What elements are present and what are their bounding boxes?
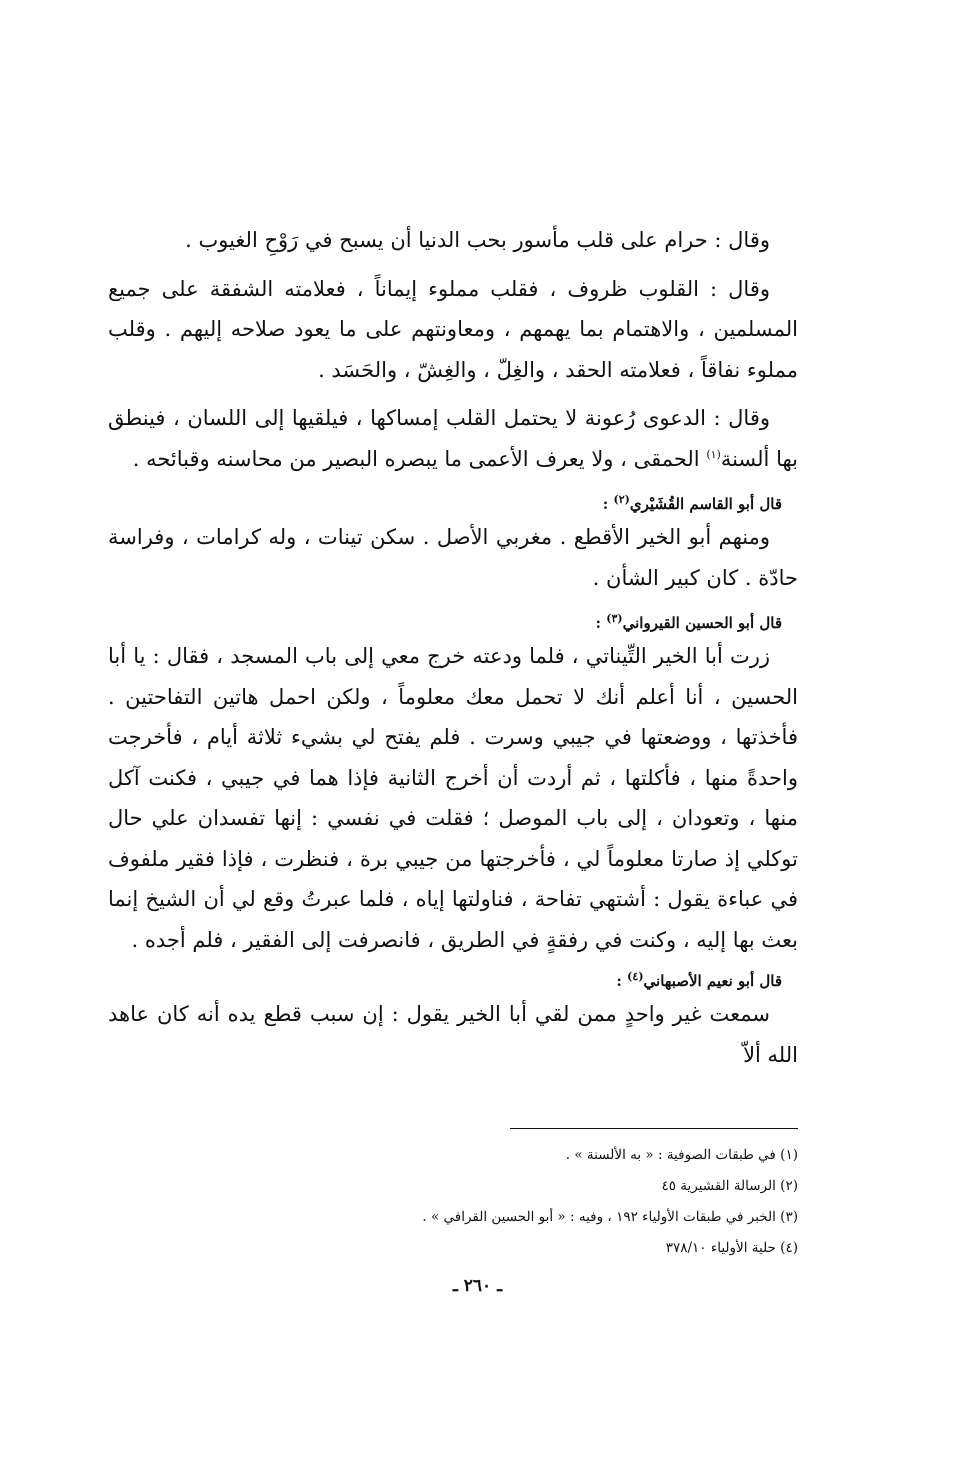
heading-qayrawani-label: قال أبو الحسين القيرواني	[622, 614, 782, 632]
footnote-3: (٣) الخبر في طبقات الأولياء ١٩٢ ، وفيه : « أبو الحسين القرافي » .	[422, 1209, 798, 1225]
heading-qushayri-label: قال أبو القاسم القُشَيْري	[629, 495, 782, 513]
footnote-1: (١) في طبقات الصوفية : « به الألسنة » .	[565, 1147, 798, 1163]
heading-asbahani-label: قال أبو نعيم الأصبهاني	[643, 972, 782, 990]
heading-qushayri-colon: :	[602, 495, 614, 513]
footnote-marker-1: (١)	[706, 447, 721, 461]
heading-qayrawani	[108, 610, 798, 636]
paragraph-qushayri: ومنهم أبو الخير الأقطع . مغربي الأصل . سكن تينات ، وله كرامات ، وفراسة حادّة . كان كبير الشأن .	[108, 525, 798, 590]
paragraph-qayrawani: زرت أبا الخير التِّيناتي ، فلما ودعته خرج معي إلى باب المسجد ، فقال : يا أبا الحسين ، أنا أعلم أنك لا تحمل معك معلوماً ، ولكن احمل هاتين التفاحتين . فأخذتها ، ووضعتها في جيبي وسرت . فلم يفتح لي بشيء ثلاثة أيام ، فأخرجت واحدةً منها ، فأكلتها ، ثم أردت أن أخرج الثانية فإذا هما في جيبي ، فكنت آكل منها ، وتعودان ، إلى باب الموصل ؛ فقلت في نفسي : إنها تفسدان علي حال توكلي إذ صارتا معلوماً لي ، فأخرجتها من جيبي برة ، فنظرت ، فإذا فقير ملفوف في عباءة يقول : أشتهي تفاحة ، فناولتها إياه ، فلما عبرتُ وقع لي أن الشيخ إنما بعث بها إليه ، وكنت في رفقةٍ في الطريق ، فانصرفت إلى الفقير ، فلم أجده .	[108, 644, 798, 952]
footnote-separator	[510, 1128, 798, 1129]
paragraph-asbahani: سمعت غير واحدٍ ممن لقي أبا الخير يقول : إن سبب قطع يده أنه كان عاهد الله ألاّ	[108, 1002, 798, 1067]
heading-qushayri	[108, 491, 798, 517]
paragraph-hearts: وقال : القلوب ظروف ، فقلب مملوء إيماناً ، فعلامته الشفقة على جميع المسلمين ، والاهتمام بما يهمهم ، ومعاونتهم على ما يعود صلاحه إليهم . وقلب مملوء نفاقاً ، فعلامته الحقد ، والغِلّ ، والغِشّ ، والحَسَد .	[108, 276, 798, 382]
page-number: ـ ٢٦٠ ـ	[452, 1276, 503, 1296]
heading-asbahani	[108, 968, 798, 994]
heading-asbahani-colon: :	[616, 972, 628, 990]
claim-text-start: وقال : الدعوى رُعونة لا يحتمل القلب إمساكها ، فيلقيها إلى اللسان ، فينطق بها ألسنة	[108, 406, 798, 471]
footnote-marker-2: (٢)	[613, 493, 630, 506]
footnotes	[300, 1140, 798, 1264]
main-text	[108, 220, 798, 1075]
footnote-marker-4: (٤)	[627, 970, 644, 983]
paragraph-haram: وقال : حرام على قلب مأسور بحب الدنيا أن يسبح في رَوْحِ الغيوب .	[185, 228, 770, 252]
footnote-marker-3: (٣)	[606, 612, 623, 625]
footnote-2: (٢) الرسالة القشيرية ٤٥	[661, 1178, 798, 1194]
paragraph-claim	[108, 398, 798, 479]
claim-text-end: الحمقى ، ولا يعرف الأعمى ما يبصره البصير من محاسنه وقبائحه .	[132, 446, 707, 471]
heading-qayrawani-colon: :	[595, 614, 607, 632]
footnote-4: (٤) حلية الأولياء ٣٧٨/١٠	[665, 1240, 798, 1256]
